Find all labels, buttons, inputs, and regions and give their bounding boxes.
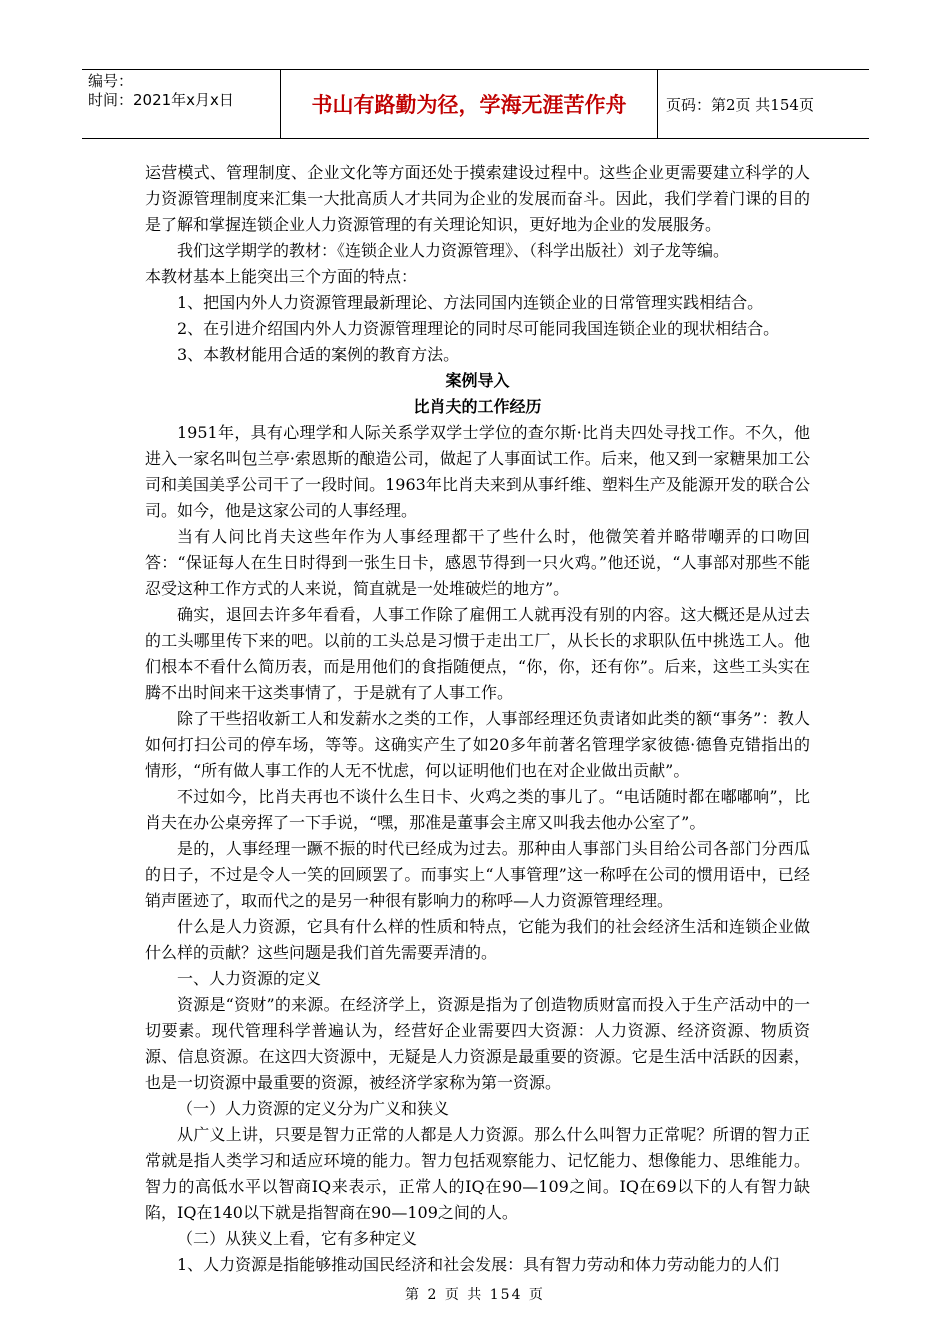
paragraph: 1、人力资源是指能够推动国民经济和社会发展：具有智力劳动和体力劳动能力的人们 (177, 1255, 780, 1274)
paragraph: 运营模式、管理制度、企业文化等方面还处于摸索建设过程中。这些企业更需要建立科学的人力资源管理制度来汇集一大批高质人才共同为企业的发展而奋斗。因此，我们学着门课的目的是了解和掌握连锁企业人力资源管理的有关理论知识，更好地为企业的发展服务。 (145, 163, 810, 234)
paragraph: 我们这学期学的教材：《连锁企业人力资源管理》、（科学出版社）刘子龙等编。 (177, 241, 730, 260)
case-title: 比肖夫的工作经历 (413, 397, 542, 416)
paragraph: 1951年，具有心理学和人际关系学双学士学位的查尔斯·比肖夫四处寻找工作。不久，他进入一家名叫包兰亭·索恩斯的酿造公司，做起了人事面试工作。后来，他又到一家糖果加工公司和美国美孚公司干了一段时间。1963年比肖夫来到从事纤维、塑料生产及能源开发的联合公司。如今，他是这家公司的人事经理。 (145, 423, 810, 520)
paragraph: 是的，人事经理一蹶不振的时代已经成为过去。那种由人事部门头目给公司各部门分西瓜的日子，不过是令人一笑的回顾罢了。而事实上“人事管理”这一称呼在公司的惯用语中，已经销声匿迹了，取而代之的是另一种很有影响力的称呼—人力资源管理经理。 (145, 839, 810, 910)
page-footer: 第 2 页 共 154 页 (405, 1287, 545, 1303)
paragraph: 不过如今，比肖夫再也不谈什么生日卡、火鸡之类的事儿了。“电话随时都在嘟嘟响”，比肖夫在办公桌旁挥了一下手说，“嘿，那准是董事会主席又叫我去他办公室了”。 (145, 787, 810, 832)
paragraph: 本教材基本上能突出三个方面的特点： (145, 267, 418, 286)
list-item: 1、把国内外人力资源管理最新理论、方法同国内连锁企业的日常管理实践相结合。 (177, 293, 764, 312)
header-meta-cell (82, 70, 281, 138)
section-heading: 案例导入 (445, 371, 510, 390)
number-label: 编号： (88, 72, 134, 90)
page-header (82, 69, 869, 139)
paragraph: 当有人问比肖夫这些年作为人事经理都干了些什么时，他微笑着并略带嘲弄的口吻回答：“保证每人在生日时得到一张生日卡，感恩节得到一只火鸡。”他还说，“人事部对那些不能忍受这种工作方式的人来说，简直就是一处堆破烂的地方”。 (145, 527, 810, 598)
header-motto: 书山有路勤为径，学海无涯苦作舟 (281, 70, 658, 138)
paragraph: 确实，退回去许多年看看，人事工作除了雇佣工人就再没有别的内容。这大概还是从过去的工头哪里传下来的吧。以前的工头总是习惯于走出工厂，从长长的求职队伍中挑选工人。他们根本不看什么简历表，而是用他们的食指随便点，“你，你，还有你”。后来，这些工头实在腾不出时间来干这类事情了，于是就有了人事工作。 (145, 605, 810, 702)
subheading: （一）人力资源的定义分为广义和狭义 (177, 1099, 450, 1118)
paragraph: 除了干些招收新工人和发薪水之类的工作，人事部经理还负责诸如此类的额“事务”：教人如何打扫公司的停车场，等等。这确实产生了如20多年前著名管理学家彼德·德鲁克错指出的情形，“所有做人事工作的人无不忧虑，何以证明他们也在对企业做出贡献”。 (145, 709, 810, 780)
date-label: 时间：2021年x月x日 (88, 91, 234, 109)
subheading: （二）从狭义上看，它有多种定义 (177, 1229, 418, 1248)
list-item: 3、本教材能用合适的案例的教育方法。 (177, 345, 460, 364)
document-body (145, 160, 810, 1278)
paragraph: 什么是人力资源，它具有什么样的性质和特点，它能为我们的社会经济生活和连锁企业做什么样的贡献？这些问题是我们首先需要弄清的。 (145, 917, 810, 962)
paragraph: 从广义上讲，只要是智力正常的人都是人力资源。那么什么叫智力正常呢？所谓的智力正常就是指人类学习和适应环境的能力。智力包括观察能力、记忆能力、想像能力、思维能力。智力的高低水平以智商IQ来表示，正常人的IQ在90—109之间。IQ在69以下的人有智力缺陷，IQ在140以下就是指智商在90—109之间的人。 (145, 1125, 810, 1222)
subheading: 一、人力资源的定义 (177, 969, 322, 988)
header-page-info: 页码：第2页 共154页 (666, 95, 814, 114)
list-item: 2、在引进介绍国内外人力资源管理理论的同时尽可能同我国连锁企业的现状相结合。 (177, 319, 780, 338)
paragraph: 资源是“资财”的来源。在经济学上，资源是指为了创造物质财富而投入于生产活动中的一切要素。现代管理科学普遍认为，经营好企业需要四大资源：人力资源、经济资源、物质资源、信息资源。在这四大资源中，无疑是人力资源是最重要的资源。它是生活中活跃的因素，也是一切资源中最重要的资源，被经济学家称为第一资源。 (145, 995, 810, 1092)
